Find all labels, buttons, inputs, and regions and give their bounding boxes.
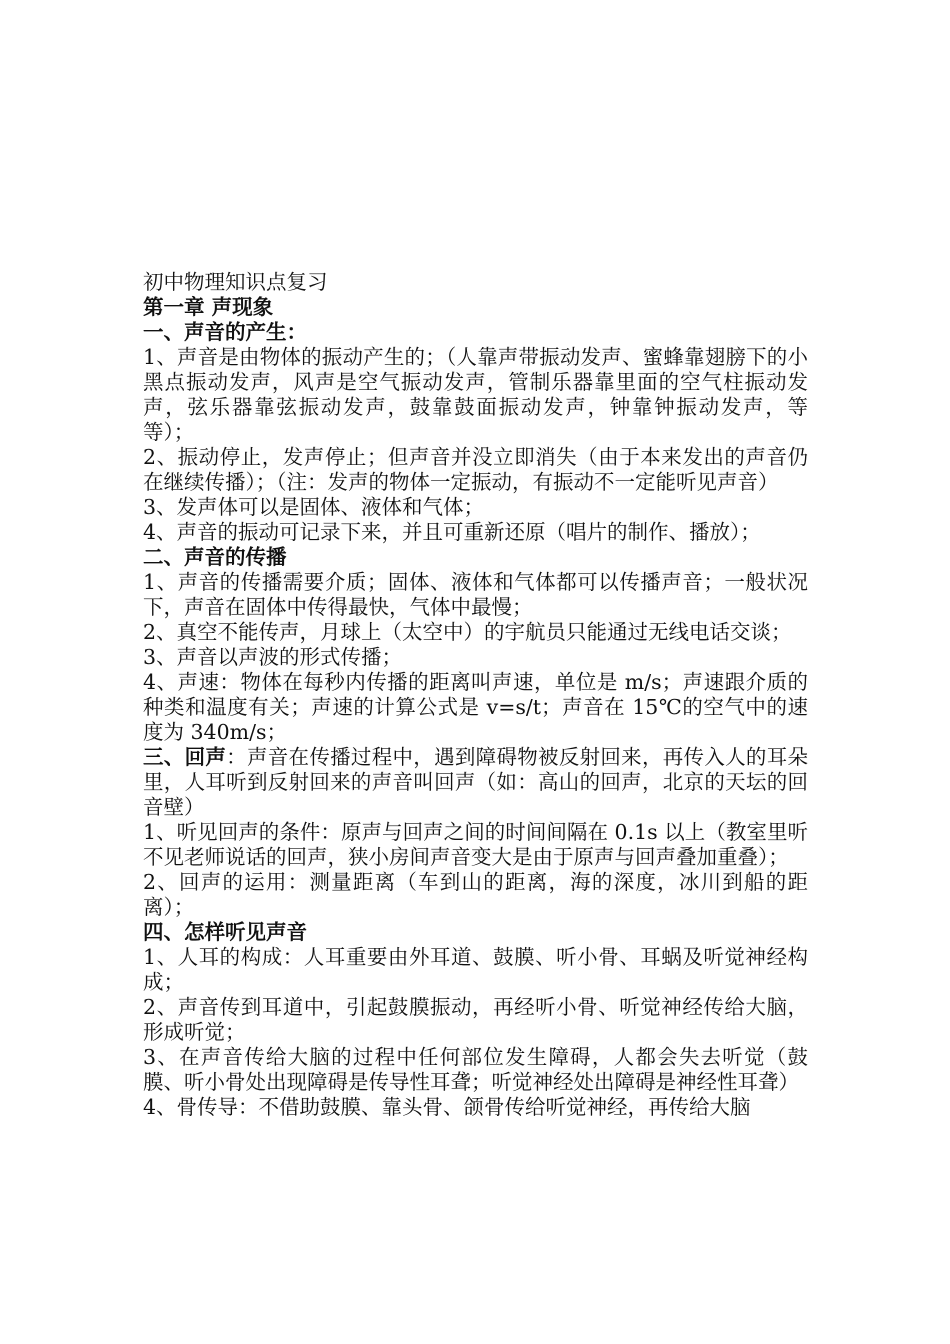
list-item: 2、真空不能传声，月球上（太空中）的宇航员只能通过无线电话交谈； — [143, 620, 792, 644]
list-item: 4、声音的振动可记录下来，并且可重新还原（唱片的制作、播放）； — [143, 520, 761, 544]
echo-definition: ：声音在传播过程中，遇到障碍物被反射回来，再传入人的耳朵里，人耳听到反射回来的声音叫回声（如：高山的回声，北京的天坛的回音壁） — [143, 745, 809, 819]
list-item: 3、在声音传给大脑的过程中任何部位发生障碍，人都会失去听觉（鼓膜、听小骨处出现障碍是传导性耳聋；听觉神经处出障碍是神经性耳聋） — [143, 1045, 808, 1094]
list-item: 4、声速：物体在每秒内传播的距离叫声速，单位是 m/s；声速跟介质的种类和温度有关；声速的计算公式是 v=s/t；声音在 15℃的空气中的速度为 340m/s； — [143, 670, 808, 744]
section-echo-paragraph — [143, 745, 808, 820]
list-item: 1、人耳的构成：人耳重要由外耳道、鼓膜、听小骨、耳蜗及听觉神经构成； — [143, 945, 808, 994]
list-item: 2、振动停止，发声停止；但声音并没立即消失（由于本来发出的声音仍在继续传播）；（注：发声的物体一定振动，有振动不一定能听见声音） — [143, 445, 808, 494]
list-item: 1、听见回声的条件：原声与回声之间的时间间隔在 0.1s 以上（教室里听不见老师说话的回声，狭小房间声音变大是由于原声与回声叠加重叠）； — [143, 820, 808, 869]
document-title: 初中物理知识点复习 — [143, 270, 328, 294]
list-item: 4、骨传导：不借助鼓膜、靠头骨、颌骨传给听觉神经，再传给大脑 — [143, 1095, 751, 1119]
chapter-heading: 第一章 声现象 — [143, 295, 274, 319]
section-heading-hearing: 四、怎样听见声音 — [143, 920, 307, 944]
list-item: 2、回声的运用：测量距离（车到山的距离，海的深度，冰川到船的距离）； — [143, 870, 808, 919]
list-item: 3、发声体可以是固体、液体和气体； — [143, 495, 485, 519]
document-page — [143, 270, 808, 1120]
section-heading-sound-production: 一、声音的产生： — [143, 320, 307, 344]
list-item: 1、声音的传播需要介质；固体、液体和气体都可以传播声音；一般状况下，声音在固体中传得最快，气体中最慢； — [143, 570, 808, 619]
list-item: 3、声音以声波的形式传播； — [143, 645, 403, 669]
section-heading-echo: 三、回声 — [143, 745, 227, 769]
list-item: 2、声音传到耳道中，引起鼓膜振动，再经听小骨、听觉神经传给大脑，形成听觉； — [143, 995, 808, 1044]
section-heading-sound-propagation: 二、声音的传播 — [143, 545, 287, 569]
list-item: 1、声音是由物体的振动产生的；（人靠声带振动发声、蜜蜂靠翅膀下的小黑点振动发声，风声是空气振动发声，管制乐器靠里面的空气柱振动发声，弦乐器靠弦振动发声，鼓靠鼓面振动发声，钟靠钟振动发声，等等）； — [143, 345, 808, 444]
